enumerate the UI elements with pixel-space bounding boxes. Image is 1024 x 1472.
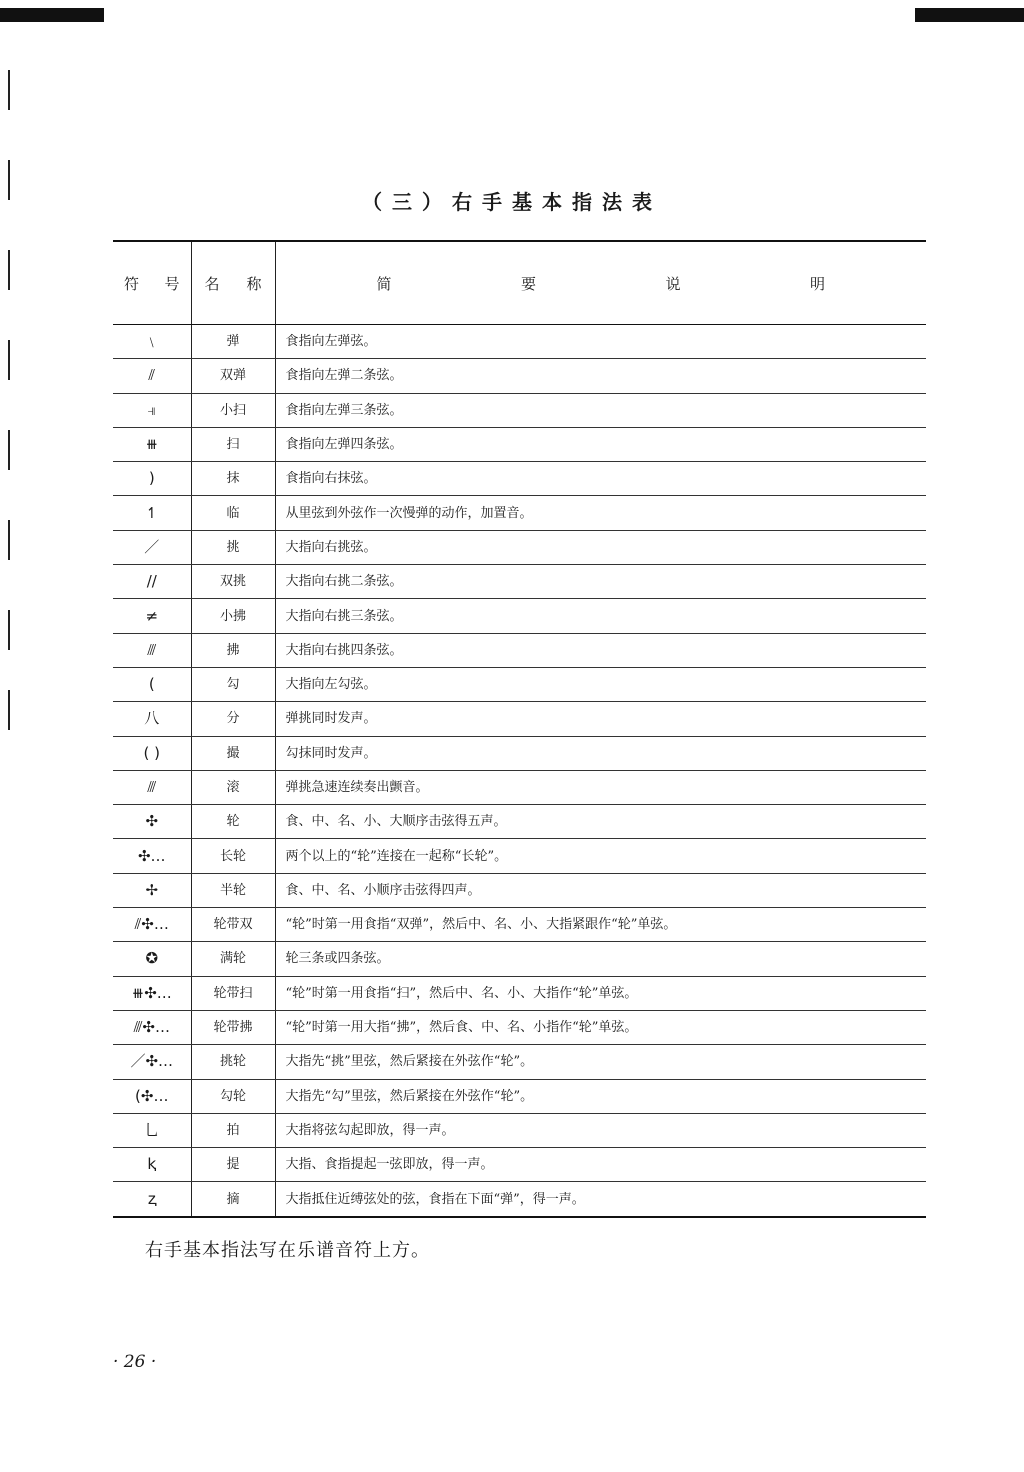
fingering-description: 大指先“挑”里弦，然后紧接在外弦作“轮”。: [275, 1045, 926, 1079]
corner-bar-left: [0, 8, 104, 22]
fingering-name: 挑: [191, 530, 275, 564]
fingering-symbol: ﹨: [113, 325, 191, 359]
page-number: · 26 ·: [113, 1352, 157, 1372]
table-row: [113, 633, 926, 667]
fingering-description: 大指先“勾”里弦，然后紧接在外弦作“轮”。: [275, 1079, 926, 1113]
table-row: [113, 839, 926, 873]
table-row: [113, 1079, 926, 1113]
fingering-description: “轮”时第一用大指“拂”，然后食、中、名、小指作“轮”单弦。: [275, 1010, 926, 1044]
fingering-description: 弹挑急速连续奏出颤音。: [275, 770, 926, 804]
fingering-name: 临: [191, 496, 275, 530]
fingering-name: 拂: [191, 633, 275, 667]
fingering-name: 抹: [191, 462, 275, 496]
margin-tick: [8, 520, 10, 560]
fingering-description: 大指、食指提起一弦即放，得一声。: [275, 1148, 926, 1182]
table-row: [113, 702, 926, 736]
margin-tick: [8, 690, 10, 730]
fingering-description: 大指向右挑四条弦。: [275, 633, 926, 667]
fingering-description: 勾抹同时发声。: [275, 736, 926, 770]
header-symbol-char: 号: [164, 274, 180, 293]
table-row: [113, 427, 926, 461]
fingering-name: 挑轮: [191, 1045, 275, 1079]
table-row: [113, 393, 926, 427]
fingering-description: 大指向右挑二条弦。: [275, 565, 926, 599]
fingering-symbol: ✢: [113, 873, 191, 907]
fingering-name: 勾轮: [191, 1079, 275, 1113]
fingering-description: 食指向左弹三条弦。: [275, 393, 926, 427]
fingering-symbol: ⧻✣…: [113, 976, 191, 1010]
fingering-description: 食指向左弹四条弦。: [275, 427, 926, 461]
fingering-symbol: ⧻: [113, 427, 191, 461]
fingering-name: 勾: [191, 667, 275, 701]
margin-tick: [8, 340, 10, 380]
fingering-name: 摘: [191, 1182, 275, 1217]
fingering-name: 半轮: [191, 873, 275, 907]
fingering-name: 滚: [191, 770, 275, 804]
header-name-char: 称: [246, 274, 262, 293]
margin-tick: [8, 250, 10, 290]
fingering-name: 提: [191, 1148, 275, 1182]
fingering-symbol: //: [113, 565, 191, 599]
table-row: [113, 1148, 926, 1182]
table-row: [113, 325, 926, 359]
fingering-name: 撮: [191, 736, 275, 770]
fingering-symbol: ⫻✣…: [113, 1010, 191, 1044]
table-row: [113, 976, 926, 1010]
fingering-name: 弹: [191, 325, 275, 359]
fingering-name: 长轮: [191, 839, 275, 873]
table-header-row: [113, 241, 926, 325]
fingering-description: 大指抵住近缚弦处的弦，食指在下面“弹”，得一声。: [285, 1191, 585, 1207]
footnote: 右手基本指法写在乐谱音符上方。: [145, 1240, 430, 1261]
table-row: [113, 770, 926, 804]
fingering-name: 小拂: [191, 599, 275, 633]
table-row: [113, 1182, 926, 1217]
corner-bar-right: [915, 8, 1024, 22]
table-row: [113, 942, 926, 976]
table-row: [113, 565, 926, 599]
header-description-char: 要: [520, 274, 536, 293]
table-row: [113, 1113, 926, 1147]
fingering-symbol: ⱬ: [113, 1182, 191, 1217]
fingering-description: 轮三条或四条弦。: [275, 942, 926, 976]
fingering-description: 两个以上的“轮”连接在一起称“长轮”。: [275, 839, 926, 873]
fingering-table: [113, 240, 926, 1218]
table-row: [113, 496, 926, 530]
table-row: [113, 805, 926, 839]
fingering-symbol: ⫻: [113, 770, 191, 804]
fingering-description: 弹挑同时发声。: [275, 702, 926, 736]
table-body: [113, 325, 926, 1217]
header-description-char: 说: [665, 274, 681, 293]
header-description-char: 简: [376, 274, 392, 293]
fingering-symbol: ( ): [113, 736, 191, 770]
fingering-symbol: ⱪ: [113, 1148, 191, 1182]
table-row: [113, 359, 926, 393]
fingering-description: 食指向左弹二条弦。: [275, 359, 926, 393]
fingering-symbol: (: [113, 667, 191, 701]
table-row: [113, 908, 926, 942]
fingering-symbol: ): [113, 462, 191, 496]
fingering-description: 食指向右抹弦。: [275, 462, 926, 496]
fingering-symbol: ／✣…: [113, 1045, 191, 1079]
table-row: [113, 599, 926, 633]
fingering-description: 从里弦到外弦作一次慢弹的动作，加置音。: [275, 496, 926, 530]
header-name: [191, 241, 275, 325]
fingering-symbol: ⫽✣…: [113, 908, 191, 942]
fingering-description: 大指向右挑弦。: [275, 530, 926, 564]
fingering-description: 食指向左弹弦。: [275, 325, 926, 359]
fingering-description: 食、中、名、小、大顺序击弦得五声。: [275, 805, 926, 839]
fingering-symbol: (✣…: [113, 1079, 191, 1113]
header-description: [275, 241, 926, 325]
header-symbol: [113, 241, 191, 325]
fingering-symbol: ↿: [113, 496, 191, 530]
fingering-description: 大指向右挑三条弦。: [275, 599, 926, 633]
header-symbol-char: 符: [124, 274, 140, 293]
fingering-name: 双挑: [191, 565, 275, 599]
header-name-char: 名: [204, 274, 220, 293]
fingering-symbol: ／: [113, 530, 191, 564]
fingering-name: 轮带双: [191, 908, 275, 942]
table-row: [113, 736, 926, 770]
fingering-name: 轮: [191, 805, 275, 839]
fingering-symbol: ⫽: [113, 359, 191, 393]
fingering-name: 轮带扫: [191, 976, 275, 1010]
fingering-symbol: 乚: [113, 1113, 191, 1147]
fingering-symbol: ⫣: [113, 393, 191, 427]
fingering-symbol: ⫻: [113, 633, 191, 667]
margin-tick: [8, 430, 10, 470]
fingering-symbol: ✣: [113, 805, 191, 839]
fingering-description: 大指向左勾弦。: [275, 667, 926, 701]
table-row: [113, 530, 926, 564]
fingering-symbol: ≠: [113, 599, 191, 633]
header-description-char: 明: [809, 274, 825, 293]
fingering-name: 双弹: [191, 359, 275, 393]
fingering-symbol: 八: [113, 702, 191, 736]
margin-tick: [8, 610, 10, 650]
table-row: [113, 1045, 926, 1079]
margin-tick: [8, 70, 10, 110]
fingering-symbol: ✪: [113, 942, 191, 976]
table-row: [113, 462, 926, 496]
table-row: [113, 1010, 926, 1044]
page-title: （三）右手基本指法表: [362, 190, 662, 214]
fingering-description: “轮”时第一用食指“扫”，然后中、名、小、大指作“轮”单弦。: [275, 976, 926, 1010]
fingering-name: 小扫: [191, 393, 275, 427]
fingering-name: 分: [191, 702, 275, 736]
fingering-symbol: ✣…: [113, 839, 191, 873]
fingering-description: 大指将弦勾起即放，得一声。: [275, 1113, 926, 1147]
fingering-name: 拍: [191, 1113, 275, 1147]
fingering-name: 轮带拂: [191, 1010, 275, 1044]
table-row: [113, 873, 926, 907]
fingering-description: 食、中、名、小顺序击弦得四声。: [275, 873, 926, 907]
fingering-name: 满轮: [191, 942, 275, 976]
table-row: [113, 667, 926, 701]
fingering-description: “轮”时第一用食指“双弹”，然后中、名、小、大指紧跟作“轮”单弦。: [275, 908, 926, 942]
fingering-name: 扫: [191, 427, 275, 461]
